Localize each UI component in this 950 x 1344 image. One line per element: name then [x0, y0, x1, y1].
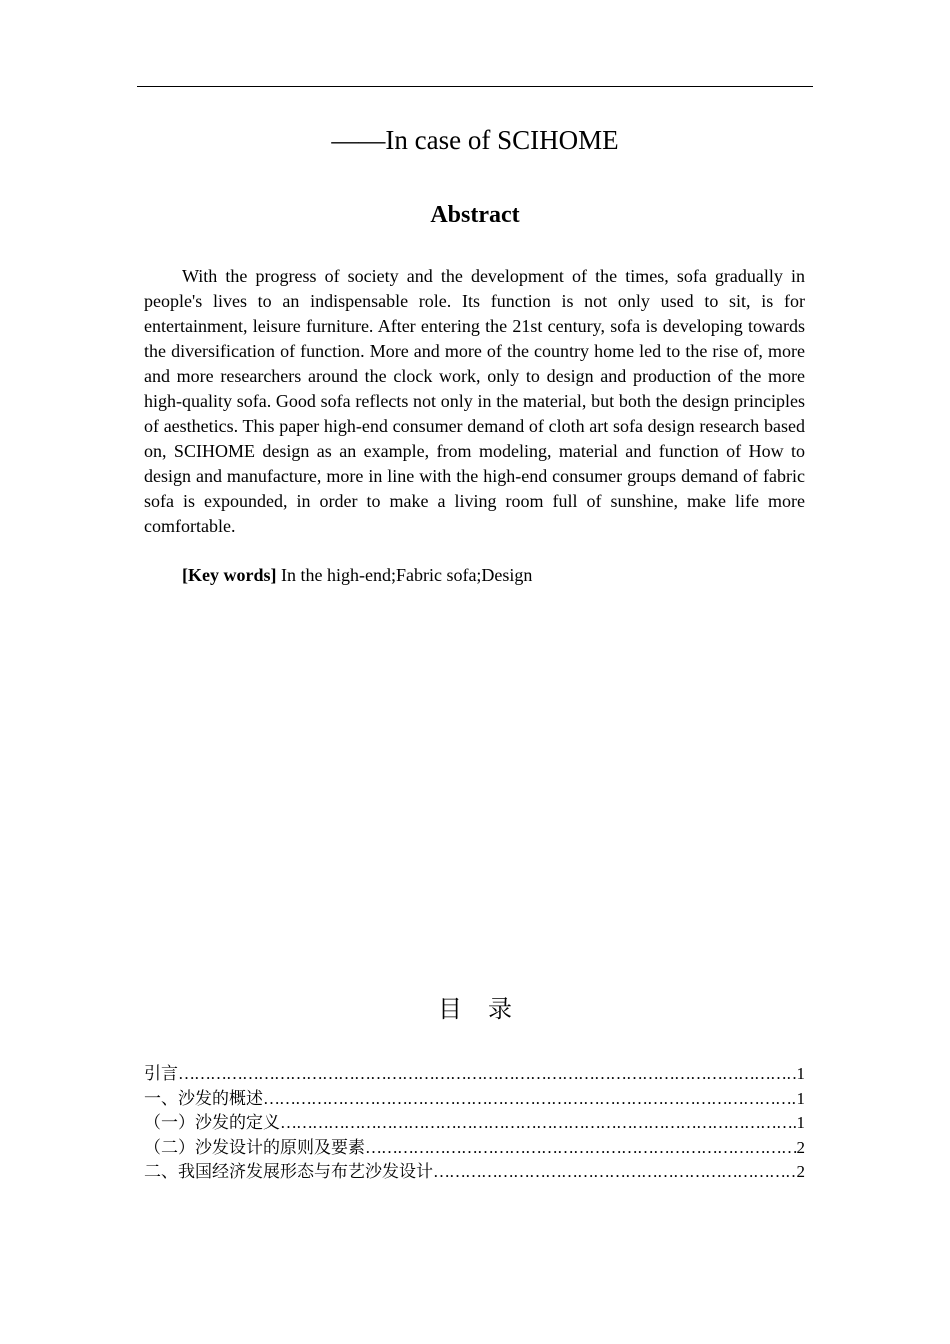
toc-entry-page: 1: [796, 1088, 805, 1108]
toc-entry-page: 1: [796, 1113, 805, 1132]
toc-entry[interactable]: [144, 1062, 805, 1087]
toc-entry-title: 一、沙发的概述: [144, 1088, 263, 1108]
toc-entry-title: 二、我国经济发展形态与布艺沙发设计: [144, 1162, 433, 1181]
abstract-body: With the progress of society and the development of the times, sofa gradually in people's lives to an indispensable role. Its function is not only used to sit, is for entertainment, leisure furniture. After entering the 21st century, sofa is developing towards the diversification of function. More and more of the country home led to the rise of, more and more researchers around the clock work, only to design and production of the more high-quality sofa. Good sofa reflects not only in the material, but both the design principles of aesthetics. This paper high-end consumer demand of cloth art sofa design research based on, SCIHOME design as an example, from modeling, material and function of How to design and manufacture, more in line with the high-end consumer groups demand of fabric sofa is expounded, in order to make a living room full of sunshine, make life more comfortable.: [144, 266, 805, 536]
header-rule: [137, 86, 813, 87]
toc-entry-page: 2: [796, 1137, 805, 1157]
toc-entry-page: 1: [796, 1064, 805, 1083]
toc-entry[interactable]: [144, 1087, 805, 1112]
paper-subtitle: ——In case of SCIHOME: [331, 125, 619, 155]
keywords-label: [Key words]: [182, 565, 277, 585]
toc-entry-title: （二）沙发设计的原则及要素: [144, 1137, 365, 1157]
toc-list: [144, 1062, 805, 1185]
abstract-heading: Abstract: [430, 202, 520, 228]
toc-leader-dots: [433, 1160, 797, 1185]
toc-leader-dots: [178, 1062, 797, 1087]
toc-heading: 目录: [438, 997, 538, 1023]
keywords-text: In the high-end;Fabric sofa;Design: [280, 565, 533, 585]
toc-leader-dots: [280, 1111, 797, 1136]
toc-leader-dots: [365, 1136, 797, 1161]
toc-entry-page: 2: [796, 1162, 805, 1181]
toc-entry[interactable]: [144, 1136, 805, 1161]
toc-entry[interactable]: [144, 1111, 805, 1136]
keywords-line: [144, 563, 805, 588]
toc-leader-dots: [263, 1087, 797, 1112]
toc-entry[interactable]: [144, 1160, 805, 1185]
toc-entry-title: （一）沙发的定义: [144, 1113, 280, 1132]
toc-entry-title: 引言: [144, 1064, 178, 1083]
